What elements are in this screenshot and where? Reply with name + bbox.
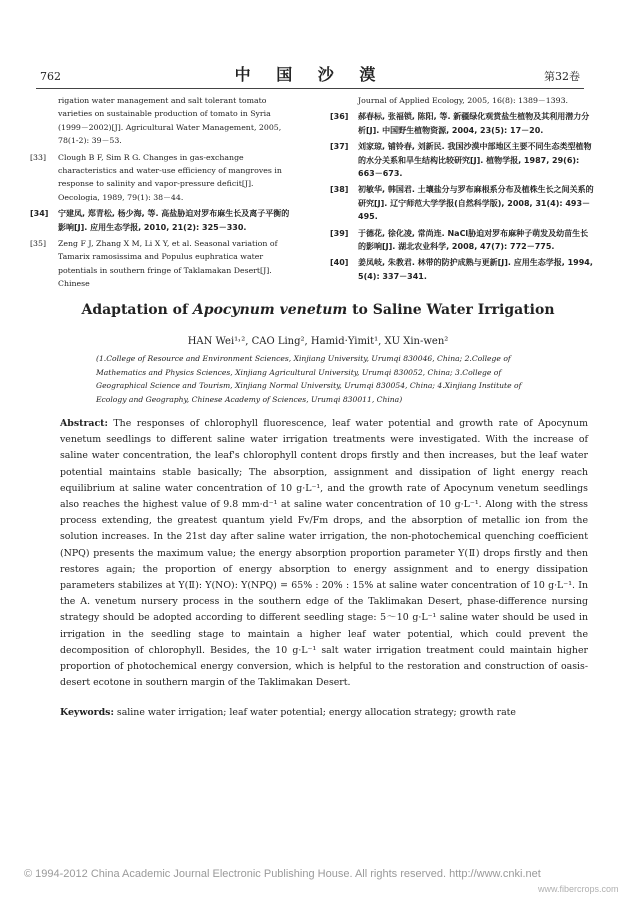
reference-item xyxy=(330,227,596,254)
reference-text: rigation water management and salt tolerant tomato varieties on sustainable production of tomato in Syria (1999－2002)[J]. Agricultural Water Management, 2005, 78(1-2): 39－53. xyxy=(58,96,282,146)
reference-text: 姜凤岐, 朱教君. 林带的防护成熟与更新[J]. 应用生态学报, 1994, 5(4): 337－341. xyxy=(358,258,593,281)
keywords-text: saline water irrigation; leaf water potential; energy allocation strategy; growth rate xyxy=(113,707,516,718)
reference-number: [39] xyxy=(330,228,349,238)
reference-item xyxy=(330,140,596,180)
reference-number: [33] xyxy=(30,152,47,162)
reference-item xyxy=(30,94,296,148)
reference-number: [40] xyxy=(330,258,349,268)
site-watermark: www.fibercrops.com xyxy=(538,884,619,894)
reference-text: Journal of Applied Ecology, 2005, 16(8): 1389－1393. xyxy=(358,96,569,105)
reference-number: [34] xyxy=(30,209,49,219)
page-header xyxy=(40,62,580,86)
reference-number: [35] xyxy=(30,239,47,249)
reference-text: 宁建凤, 郑青松, 杨少海, 等. 高盐胁迫对罗布麻生长及离子平衡的影响[J]. 应用生态学报, 2010, 21(2): 325－330. xyxy=(58,209,290,232)
reference-text: Clough B F, Sim R G. Changes in gas-exchange characteristics and water-use efficiency of mangroves in response to salinity and vapor-pressure deficit[J]. Oecologia, 1989, 79(1): 38－44. xyxy=(58,152,282,202)
reference-number: [37] xyxy=(330,142,349,152)
reference-text: 刘家琼, 铺铃春, 刘新民. 我国沙漠中部地区主要不同生态类型植物的水分关系和旱生结构比较研究[J]. 植物学报, 1987, 29(6): 663－673. xyxy=(358,142,592,179)
paper-title: Adaptation of Apocynum venetum to Saline Water Irrigation xyxy=(81,302,555,318)
affiliations: (1.College of Resource and Environment Sciences, Xinjiang University, Urumqi 830046, China; 2.College of Mathematics and Physics Sciences, Xinjiang Agricultural University, Urumqi 830052, China; 3.College of Geographical Science and Tourism, Xinjiang Normal University, Urumqi 830054, China; 4.Xinjiang Institute of Ecology and Geography, Chinese Academy of Sciences, Urumqi 830011, China) xyxy=(96,354,522,404)
reference-item xyxy=(330,110,596,137)
references-left-column xyxy=(30,94,296,294)
reference-number: [38] xyxy=(330,185,349,195)
journal-title: 中 国 沙 漠 xyxy=(234,65,386,84)
abstract xyxy=(60,416,588,691)
reference-text: 郝春标, 张福锁, 陈阳, 等. 新疆绿化观赏盐生植物及其利用潜力分析[J]. 中国野生植物资源, 2004, 23(5): 17－20. xyxy=(358,112,590,135)
reference-text: 于德花, 徐化凌, 常尚连. NaCl胁迫对罗布麻种子萌发及幼苗生长的影响[J]. 湖北农业科学, 2008, 47(7): 772－775. xyxy=(358,228,589,252)
volume-label: 第32卷 xyxy=(544,70,580,83)
author-list: HAN Wei¹˒², CAO Ling², Hamid·Yimit¹, XU Xin-wen² xyxy=(187,336,449,347)
page-number: 762 xyxy=(40,70,61,83)
reference-item xyxy=(30,151,296,205)
reference-number: [36] xyxy=(330,112,349,122)
abstract-text: The responses of chlorophyll fluorescence, leaf water potential and growth rate of Apocynum venetum seedlings to different saline water irrigation treatments were investigated. With the increase of saline water concentration, the leaf's chlorophyll content drops firstly and then increases, but the leaf water potential maintains stable basically; The absorption, assignment and dissipation of light energy reach equilibrium at saline water concentration of 10 g·L⁻¹, and the growth rate of Apocynum venetum seedlings also reaches the highest value of 9.8 mm·d⁻¹ at saline water concentration of 10 g·L⁻¹. Along with the stress process extending, the greatest quantum yield Fv/Fm drops, and the absorption of metallic ion from the solution increases. In the 21st day after saline water irrigation, the non-photochemical quenching coefficient (NPQ) presents the maximum value; the energy absorption proportion parameter Y(Ⅱ) drops firstly and then restores again; the proportion of energy absorption to energy assignment and to energy dissipation parameters stabilizes at Y(Ⅱ): Y(NO): Y(NPQ) = 65% : 20% : 15% at saline water concentration of 10 g·L⁻¹. In the A. venetum nursery process in the southern edge of the Taklimakan Desert, phase-difference nursing strategy should be adopted according to different seedling stage: 5～10 g·L⁻¹ saline water should be used in irrigation in the seedling stage to maintain a higher leaf water potential, which could prevent the decomposition of chlorophyll. Besides, the 10 g·L⁻¹ salt water irrigation treatment could maintain higher proportion of photochemical energy conversion, which is helpful to the restoration and construction of oasis-desert ecotone in southern margin of the Taklimakan Desert. xyxy=(60,418,588,689)
reference-item xyxy=(330,94,596,107)
copyright-footer: © 1994-2012 China Academic Journal Electronic Publishing House. All rights reserved. http://www.cnki.net xyxy=(24,868,541,880)
reference-text: 初敏华, 韩国君. 土壤盐分与罗布麻根系分布及植株生长之间关系的研究[J]. 辽宁师范大学学报(自然科学版), 2008, 31(4): 493－495. xyxy=(358,185,594,222)
reference-text: Zeng F J, Zhang X M, Li X Y, et al. Seasonal variation of Tamarix ramosissima and Populus euphratica water potentials in southern fringe of Taklamakan Desert[J]. Chinese xyxy=(58,239,278,289)
header-rule xyxy=(36,88,584,89)
keywords xyxy=(60,707,588,718)
species-name: Apocynum venetum xyxy=(192,302,348,318)
reference-item xyxy=(330,183,596,223)
reference-item xyxy=(30,237,296,291)
reference-item xyxy=(330,256,596,283)
abstract-label: Abstract: xyxy=(60,418,108,429)
reference-item xyxy=(30,207,296,234)
keywords-label: Keywords: xyxy=(60,707,114,718)
references-right-column xyxy=(330,94,596,286)
